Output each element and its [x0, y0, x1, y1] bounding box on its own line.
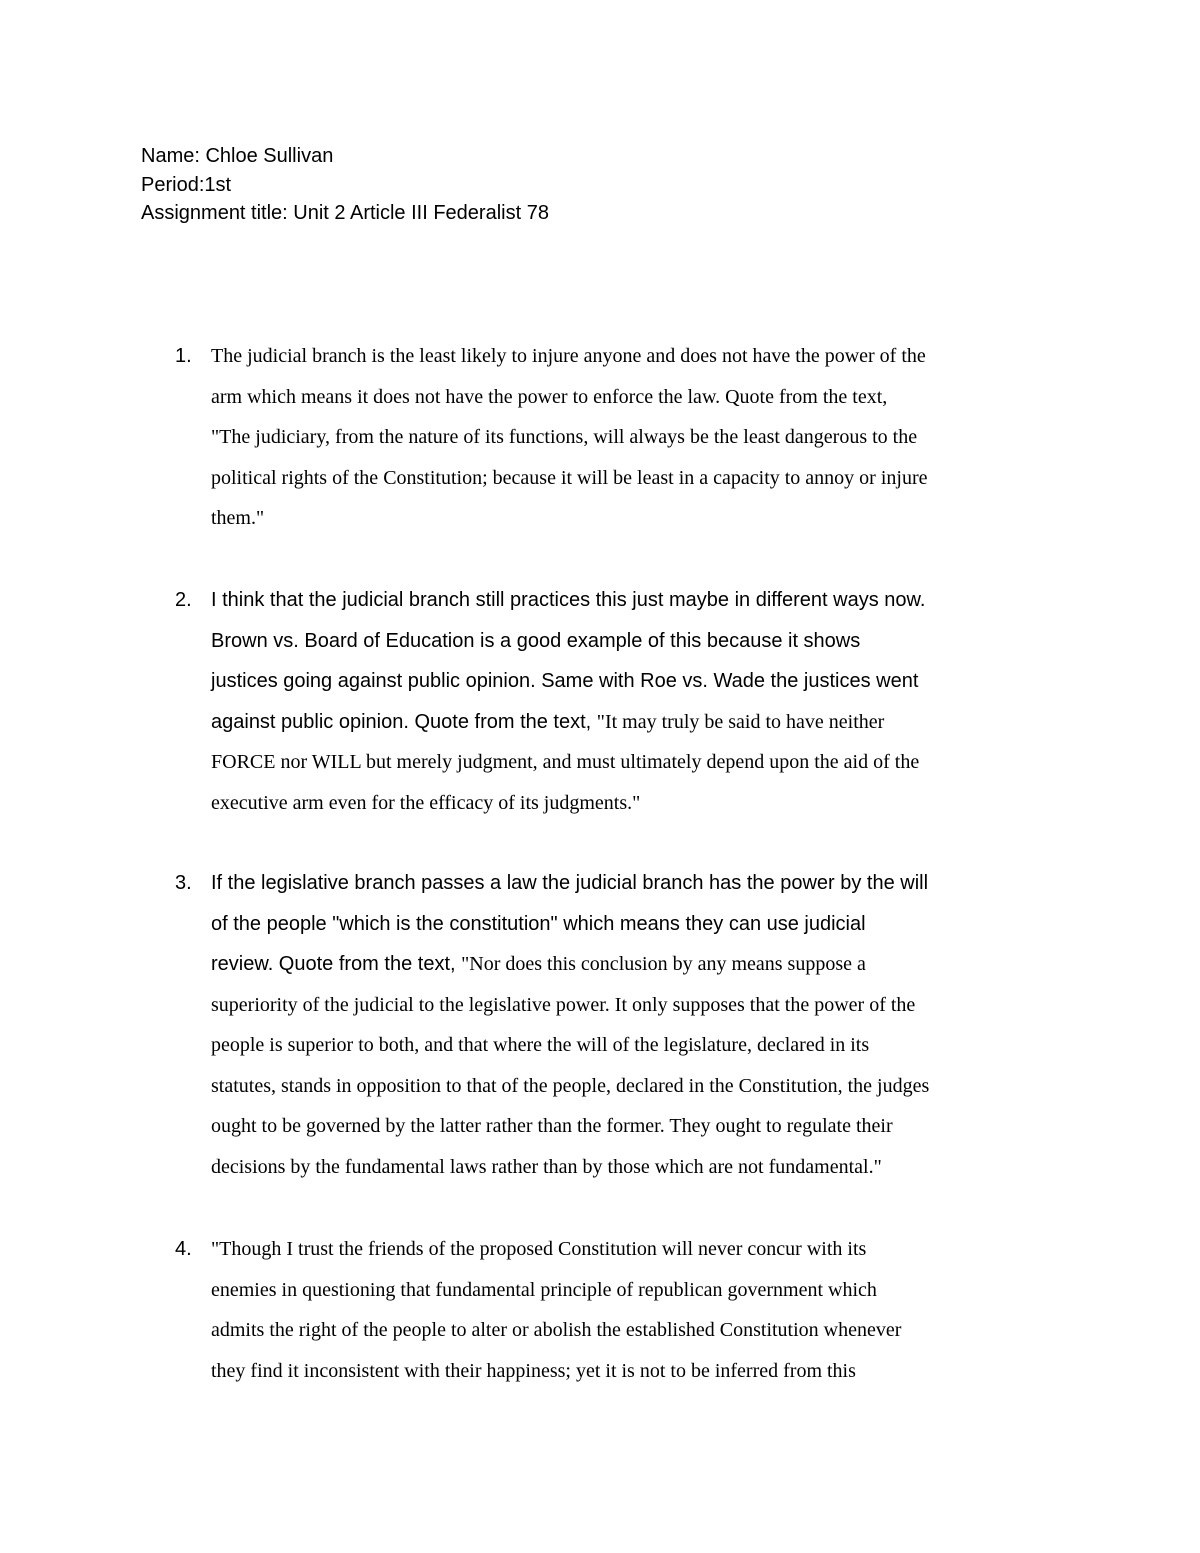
assignment-title: Assignment title: Unit 2 Article III Federalist 78 [141, 202, 549, 224]
text-line: I think that the judicial branch still practices this just maybe in different ways now. [211, 589, 926, 611]
text-segment: review. Quote from the text, [211, 953, 462, 975]
list-item-text [211, 580, 1061, 823]
text-line: them." [211, 507, 265, 529]
list-item-number: 2. [175, 589, 192, 611]
quote-segment: "Nor does this conclusion by any means suppose a [461, 953, 866, 975]
text-line: enemies in questioning that fundamental principle of republican government which [211, 1278, 877, 1301]
text-line: executive arm even for the efficacy of its judgments." [211, 791, 641, 814]
list-item-text [211, 1229, 1061, 1391]
student-name: Name: Chloe Sullivan [141, 145, 334, 167]
text-line: "The judiciary, from the nature of its functions, will always be the least dangerous to the [211, 426, 918, 448]
list-item-number: 4. [175, 1238, 192, 1260]
text-line: Brown vs. Board of Education is a good example of this because it shows [211, 629, 861, 652]
text-line [211, 702, 1061, 743]
quote-segment: "It may truly be said to have neither [596, 710, 885, 733]
document-header [141, 142, 1041, 228]
text-line: arm which means it does not have the power to enforce the law. Quote from the text, [211, 385, 888, 408]
list-item-text [211, 863, 1061, 1187]
text-line: The judicial branch is the least likely to injure anyone and does not have the power of the [211, 345, 926, 367]
text-line: they find it inconsistent with their happiness; yet it is not to be inferred from this [211, 1359, 856, 1382]
text-segment: against public opinion. Quote from the text, [211, 710, 597, 733]
text-line: justices going against public opinion. Same with Roe vs. Wade the justices went [211, 670, 919, 692]
text-line: decisions by the fundamental laws rather than by those which are not fundamental." [211, 1155, 882, 1178]
text-line: of the people "which is the constitution" which means they can use judicial [211, 912, 866, 935]
text-line: ought to be governed by the latter rather than the former. They ought to regulate their [211, 1115, 893, 1137]
text-line: people is superior to both, and that where the will of the legislature, declared in its [211, 1034, 870, 1056]
text-line [211, 944, 1061, 985]
list-item-text [211, 336, 1061, 539]
text-line: superiority of the judicial to the legislative power. It only supposes that the power of the [211, 993, 916, 1016]
text-line: If the legislative branch passes a law the judicial branch has the power by the will [211, 872, 929, 894]
list-item-number: 3. [175, 872, 192, 894]
text-line: political rights of the Constitution; because it will be least in a capacity to annoy or injure [211, 466, 928, 489]
list-item-number: 1. [175, 345, 192, 367]
text-line: admits the right of the people to alter or abolish the established Constitution whenever [211, 1319, 902, 1341]
text-line: statutes, stands in opposition to that of the people, declared in the Constitution, the judges [211, 1074, 930, 1097]
class-period: Period:1st [141, 173, 232, 196]
text-line: "Though I trust the friends of the proposed Constitution will never concur with its [211, 1238, 867, 1260]
text-line: FORCE nor WILL but merely judgment, and must ultimately depend upon the aid of the [211, 751, 920, 773]
